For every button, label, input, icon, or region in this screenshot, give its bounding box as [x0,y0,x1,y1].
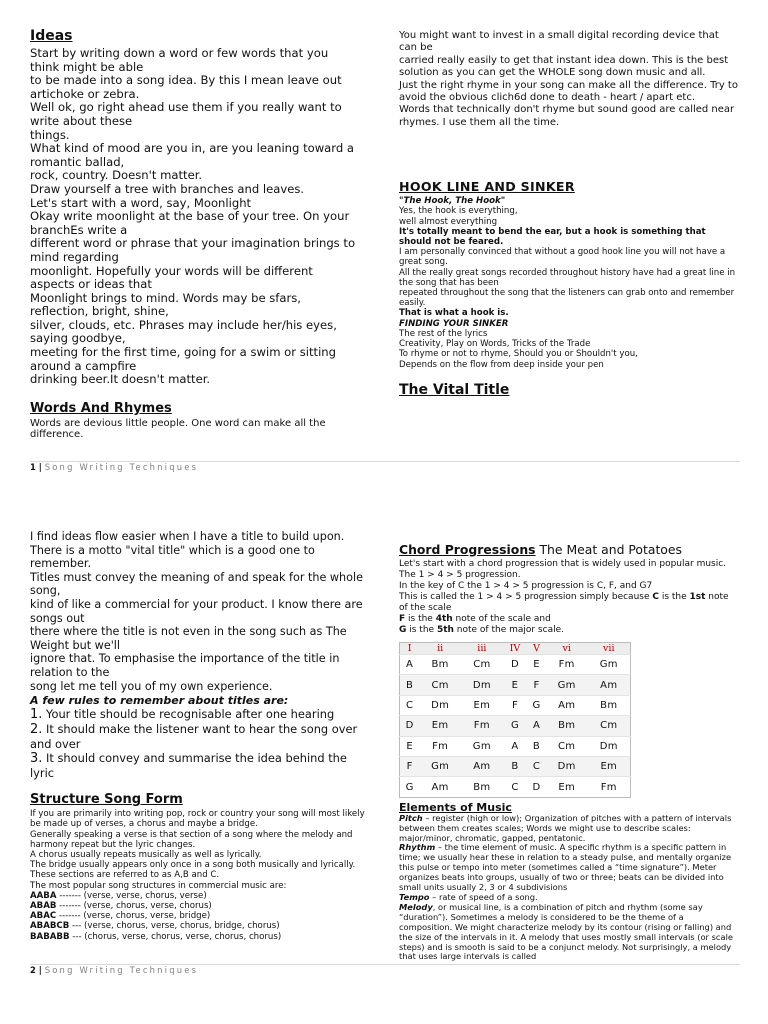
text-line: Words that technically don't rhyme but sound good are called near [399,104,735,116]
rule-number: 1. [30,707,43,723]
table-cell: Am [419,777,461,797]
list-item [30,707,370,722]
form-code: AABA [30,890,57,901]
rule-text: Your title should be recognisable after one hearing [42,707,335,722]
text-span: 4th [435,614,453,624]
text-line: In the key of C the 1 > 4 > 5 progression is C, F, and G7 [399,581,653,591]
table-cell: Dm [419,695,461,715]
table-cell: G [527,695,546,715]
elements-paragraph [399,814,739,963]
structure-paragraph [30,809,370,942]
text-line: repeated throughout the song that the listeners can grab onto and remember easily. [399,288,735,309]
page-footer [30,965,198,975]
table-cell: G [503,716,528,736]
text-line: ignore that. To emphasise the importance of the title in relation to the [30,652,340,679]
text-line: Well ok, go right ahead use them if you really want to write about these [30,100,342,128]
table-cell: C [400,695,420,715]
table-cell: D [400,716,420,736]
text-line: Let's start with a chord progression that is widely used in popular music. [399,559,727,569]
text-span: note of the scale [399,592,729,613]
table-cell: Fm [588,777,631,797]
text-line [399,592,739,614]
form-code: ABAB [30,900,57,911]
table-cell: Bm [419,655,461,675]
text-span: G [399,625,407,635]
form-desc: ------- (verse, chorus, verse, bridge) [56,911,211,922]
table-cell: Cm [419,675,461,695]
text-line: carried really easily to get that instant idea down. This is the best [399,54,729,66]
table-row [400,736,631,756]
table-cell: G [400,777,420,797]
hook-section [399,196,739,369]
text-span: 1st [689,592,706,602]
chord-paragraph [399,559,739,636]
page2-right-column [399,542,739,962]
text-line: All the really great songs recorded throughout history have had a great line in the song that has been [399,267,736,288]
table-cell: Gm [588,655,631,675]
text-line: rock, country. Doesn't matter. [30,168,203,183]
table-cell: Em [461,695,503,715]
form-desc: --- (verse, chorus, verse, chorus, bridge, chorus) [69,921,280,932]
table-cell: Dm [588,736,631,756]
rule-text: It should make the listener want to hear the song over and over [30,722,358,752]
text-line: Generally speaking a verse is that section of a song where the melody and harmony repeat but the lyric changes. [30,829,353,850]
footer-separator: | [35,462,45,472]
text-line: I find ideas flow easier when I have a title to build upon. [30,530,345,543]
words-rhymes-heading: Words And Rhymes [30,400,172,416]
table-cell: B [503,756,528,776]
table-row [400,777,631,797]
text-line: different word or phrase that your imagination brings to mind regarding [30,236,356,264]
text-line: Okay write moonlight at the base of your tree. On your branchEs write a [30,209,350,237]
list-item [30,901,370,911]
text-span: – the time element of music. A specific rhythm is a specific pattern in time; we usually hear these in relation to a steady pulse, and mentally organize this pulse or tempo into meter (sometimes called a “time signature”). Meter organizes beats into groups, usually of two or three; beats can be divided into small units usually 2, 3 or 4 subdivisions [399,842,732,893]
elements-heading: Elements of Music [399,800,512,814]
page-number: 1 [30,462,36,472]
text-line: Depends on the flow from deep inside your pen [399,359,604,370]
vital-title-heading: The Vital Title [399,381,510,398]
table-cell: B [527,736,546,756]
text-line: kind of like a commercial for your product. I know there are songs out [30,597,363,625]
text-line [399,843,739,893]
table-cell: Fm [419,736,461,756]
table-cell: C [527,756,546,776]
form-desc: ------- (verse, chorus, verse, chorus) [56,900,212,911]
hook-emphasis: It's totally meant to bend the ear, but a hook is something that should not be feared. [399,226,706,248]
form-code: ABAC [30,911,57,922]
structure-heading: Structure Song Form [30,792,183,808]
text-line: I am personally convinced that without a good hook line you will not have a great song. [399,247,726,268]
table-cell: Cm [546,736,588,756]
words-paragraph [30,418,360,440]
page2-left-column [30,530,370,942]
table-cell: Em [546,777,588,797]
list-item [30,932,370,942]
text-line: rhymes. I use them all the time. [399,116,560,128]
text-line: avoid the obvious clich6d done to death - heart / apart etc. [399,92,695,104]
table-cell: Em [419,716,461,736]
text-line: moonlight. Hopefully your words will be different aspects or ideas that [30,263,313,292]
table-row [400,655,631,675]
text-span: is the [405,614,436,624]
chord-table-header [400,643,631,655]
form-code: ABABCB [30,921,70,932]
text-line: things. [30,127,70,142]
text-line: meeting for the first time, going for a swim or sitting around a campfire [30,345,336,373]
title-paragraph [30,530,370,693]
document-page-2 [0,500,768,1024]
table-cell: A [527,716,546,736]
table-row [400,695,631,715]
text-line: well almost everything [399,216,498,227]
text-line: The bridge usually appears only once in a song both musically and lyrically. [30,860,356,871]
rules-list [30,707,370,780]
table-row [400,675,631,695]
text-line: silver, clouds, etc. Phrases may include her/his eyes, saying goodbye, [30,317,337,346]
table-header-cell: vii [588,643,631,655]
table-cell: Am [461,756,503,776]
rule-number: 3. [30,751,43,767]
rule-number: 2. [30,722,43,738]
list-item [30,911,370,921]
table-cell: B [400,675,420,695]
table-cell: F [503,695,528,715]
table-cell: Bm [588,695,631,715]
text-line [399,614,739,625]
text-line: Draw yourself a tree with branches and leaves. [30,181,305,196]
table-row [400,756,631,776]
table-cell: Dm [461,675,503,695]
table-header-cell: ii [419,643,461,655]
text-line: Creativity, Play on Words, Tricks of the Trade [399,339,591,350]
text-line: Start by writing down a word or few words that you think might be able [30,46,329,74]
term: Pitch [399,812,423,823]
footer-title: Song Writing Techniques [44,462,199,472]
table-cell: D [527,777,546,797]
text-line: Titles must convey the meaning of and speak for the whole song, [30,570,363,598]
page-footer [30,462,198,472]
hook-definition: That is what a hook is. [399,308,509,319]
table-cell: Dm [546,756,588,776]
text-span: – rate of speed of a song. [429,891,538,902]
form-desc: ------- (verse, verse, chorus, verse) [56,890,207,901]
text-span: F [399,614,406,624]
ideas-heading: Ideas [30,28,73,44]
text-span: C [652,592,659,602]
table-cell: D [503,655,528,675]
text-span: note of the major scale. [453,625,564,635]
table-cell: Am [546,695,588,715]
table-cell: F [527,675,546,695]
finding-sinker-heading: FINDING YOUR SINKER [399,318,509,329]
table-header-cell: IV [503,643,528,655]
text-span: , or musical line, is a combination of pitch and rhythm (some say “duration”). Sometimes a melody is considered to be the theme of a composition. We might characterize melody by its contour (rising or falling) and the size of the intervals in it. A melody that uses mostly small intervals (or scale steps) and is smooth is said to be a conjunct melody. Not surprisingly, a melody that uses large intervals is called [399,901,733,962]
term: Rhythm [399,842,436,853]
page1-right-column [399,30,739,398]
text-line: drinking beer.It doesn't matter. [30,372,211,387]
text-line: If you are primarily into writing pop, rock or country your song will most likely be made up of verses, a chorus and maybe a bridge. [30,809,365,830]
list-item [30,722,370,751]
form-desc: --- (chorus, verse, chorus, verse, chorus, chorus) [69,931,282,942]
text-line [399,903,739,962]
table-header-cell: I [400,643,420,655]
page-number: 2 [30,965,36,975]
table-cell: Gm [419,756,461,776]
text-line: Moonlight brings to mind. Words may be sfars, reflection, bright, shine, [30,290,301,319]
table-cell: Cm [588,716,631,736]
page1-left-column [30,28,360,440]
table-cell: Am [588,675,631,695]
text-line: to be made into a song idea. By this I mean leave out artichoke or zebra. [30,73,342,101]
table-cell: Cm [461,655,503,675]
text-line [399,625,739,636]
text-line: What kind of mood are you in, are you leaning toward a romantic ballad, [30,141,355,169]
chord-progressions-heading [399,542,739,557]
table-cell: Gm [546,675,588,695]
term: Melody [399,901,433,912]
footer-title: Song Writing Techniques [44,965,199,975]
rule-text: It should convey and summarise the idea behind the lyric [30,751,347,781]
table-cell: Bm [546,716,588,736]
text-line: A chorus usually repeats musically as well as lyrically. [30,849,262,860]
text-line: Let's start with a word, say, Moonlight [30,195,252,210]
table-cell: E [527,655,546,675]
chord-table [399,642,631,798]
list-item [30,921,370,931]
table-header-cell: V [527,643,546,655]
text-span: This is called the 1 > 4 > 5 progression simply because [399,592,653,602]
text-line [399,814,739,844]
table-header-cell: vi [546,643,588,655]
text-line: These sections are referred to as A,B and C. [30,870,220,881]
table-cell: Fm [546,655,588,675]
text-line: The rest of the lyrics [399,328,488,339]
chord-table-body [400,655,631,798]
text-line: Yes, the hook is everything, [399,206,518,217]
hook-quote: "The Hook, The Hook" [399,196,506,207]
table-cell: Bm [461,777,503,797]
form-code: BABABB [30,931,70,942]
term: Tempo [399,891,430,902]
hook-line-heading: HOOK LINE AND SINKER [399,179,575,195]
table-cell: Gm [461,736,503,756]
table-cell: C [503,777,528,797]
text-span: is the [658,592,690,602]
text-line: Words are devious little people. One word can make all the difference. [30,417,326,441]
table-cell: E [503,675,528,695]
text-line: There is a motto "vital title" which is a good one to remember. [30,543,315,571]
table-cell: Fm [461,716,503,736]
few-rules-heading: A few rules to remember about titles are: [30,694,289,708]
table-cell: E [400,736,420,756]
table-header-cell: iii [461,643,503,655]
text-line: song let me tell you of my own experience. [30,679,273,693]
text-line: there where the title is not even in the song such as The Weight but we'll [30,625,347,652]
chord-heading-subtitle: The Meat and Potatoes [535,542,682,557]
ideas-paragraph [30,47,360,387]
text-line: To rhyme or not to rhyme, Should you or Shouldn't you, [399,349,638,360]
document-page-1 [0,0,768,500]
text-line: You might want to invest in a small digital recording device that can be [399,30,719,54]
table-cell: A [400,655,420,675]
text-line: The 1 > 4 > 5 progression. [399,570,521,580]
text-line: solution as you can get the WHOLE song down music and all. [399,67,706,79]
footer-separator: | [35,965,45,975]
list-item [30,751,370,780]
table-cell: F [400,756,420,776]
recording-paragraph [399,30,739,129]
chord-heading-title: Chord Progressions [399,542,536,557]
table-cell: Em [588,756,631,776]
text-line: The most popular song structures in commercial music are: [30,880,287,891]
table-cell: A [503,736,528,756]
list-item [30,891,370,901]
text-span: 5th [436,625,454,635]
text-span: – register (high or low); Organization of pitches with a pattern of intervals between them creates scales; Words we might use to describe scales: major/minor, chromatic, gapped, pentatonic. [399,812,732,843]
text-span: note of the scale and [452,614,551,624]
text-line: Just the right rhyme in your song can make all the difference. Try to [399,79,738,91]
text-span: is the [406,625,437,635]
table-row [400,716,631,736]
